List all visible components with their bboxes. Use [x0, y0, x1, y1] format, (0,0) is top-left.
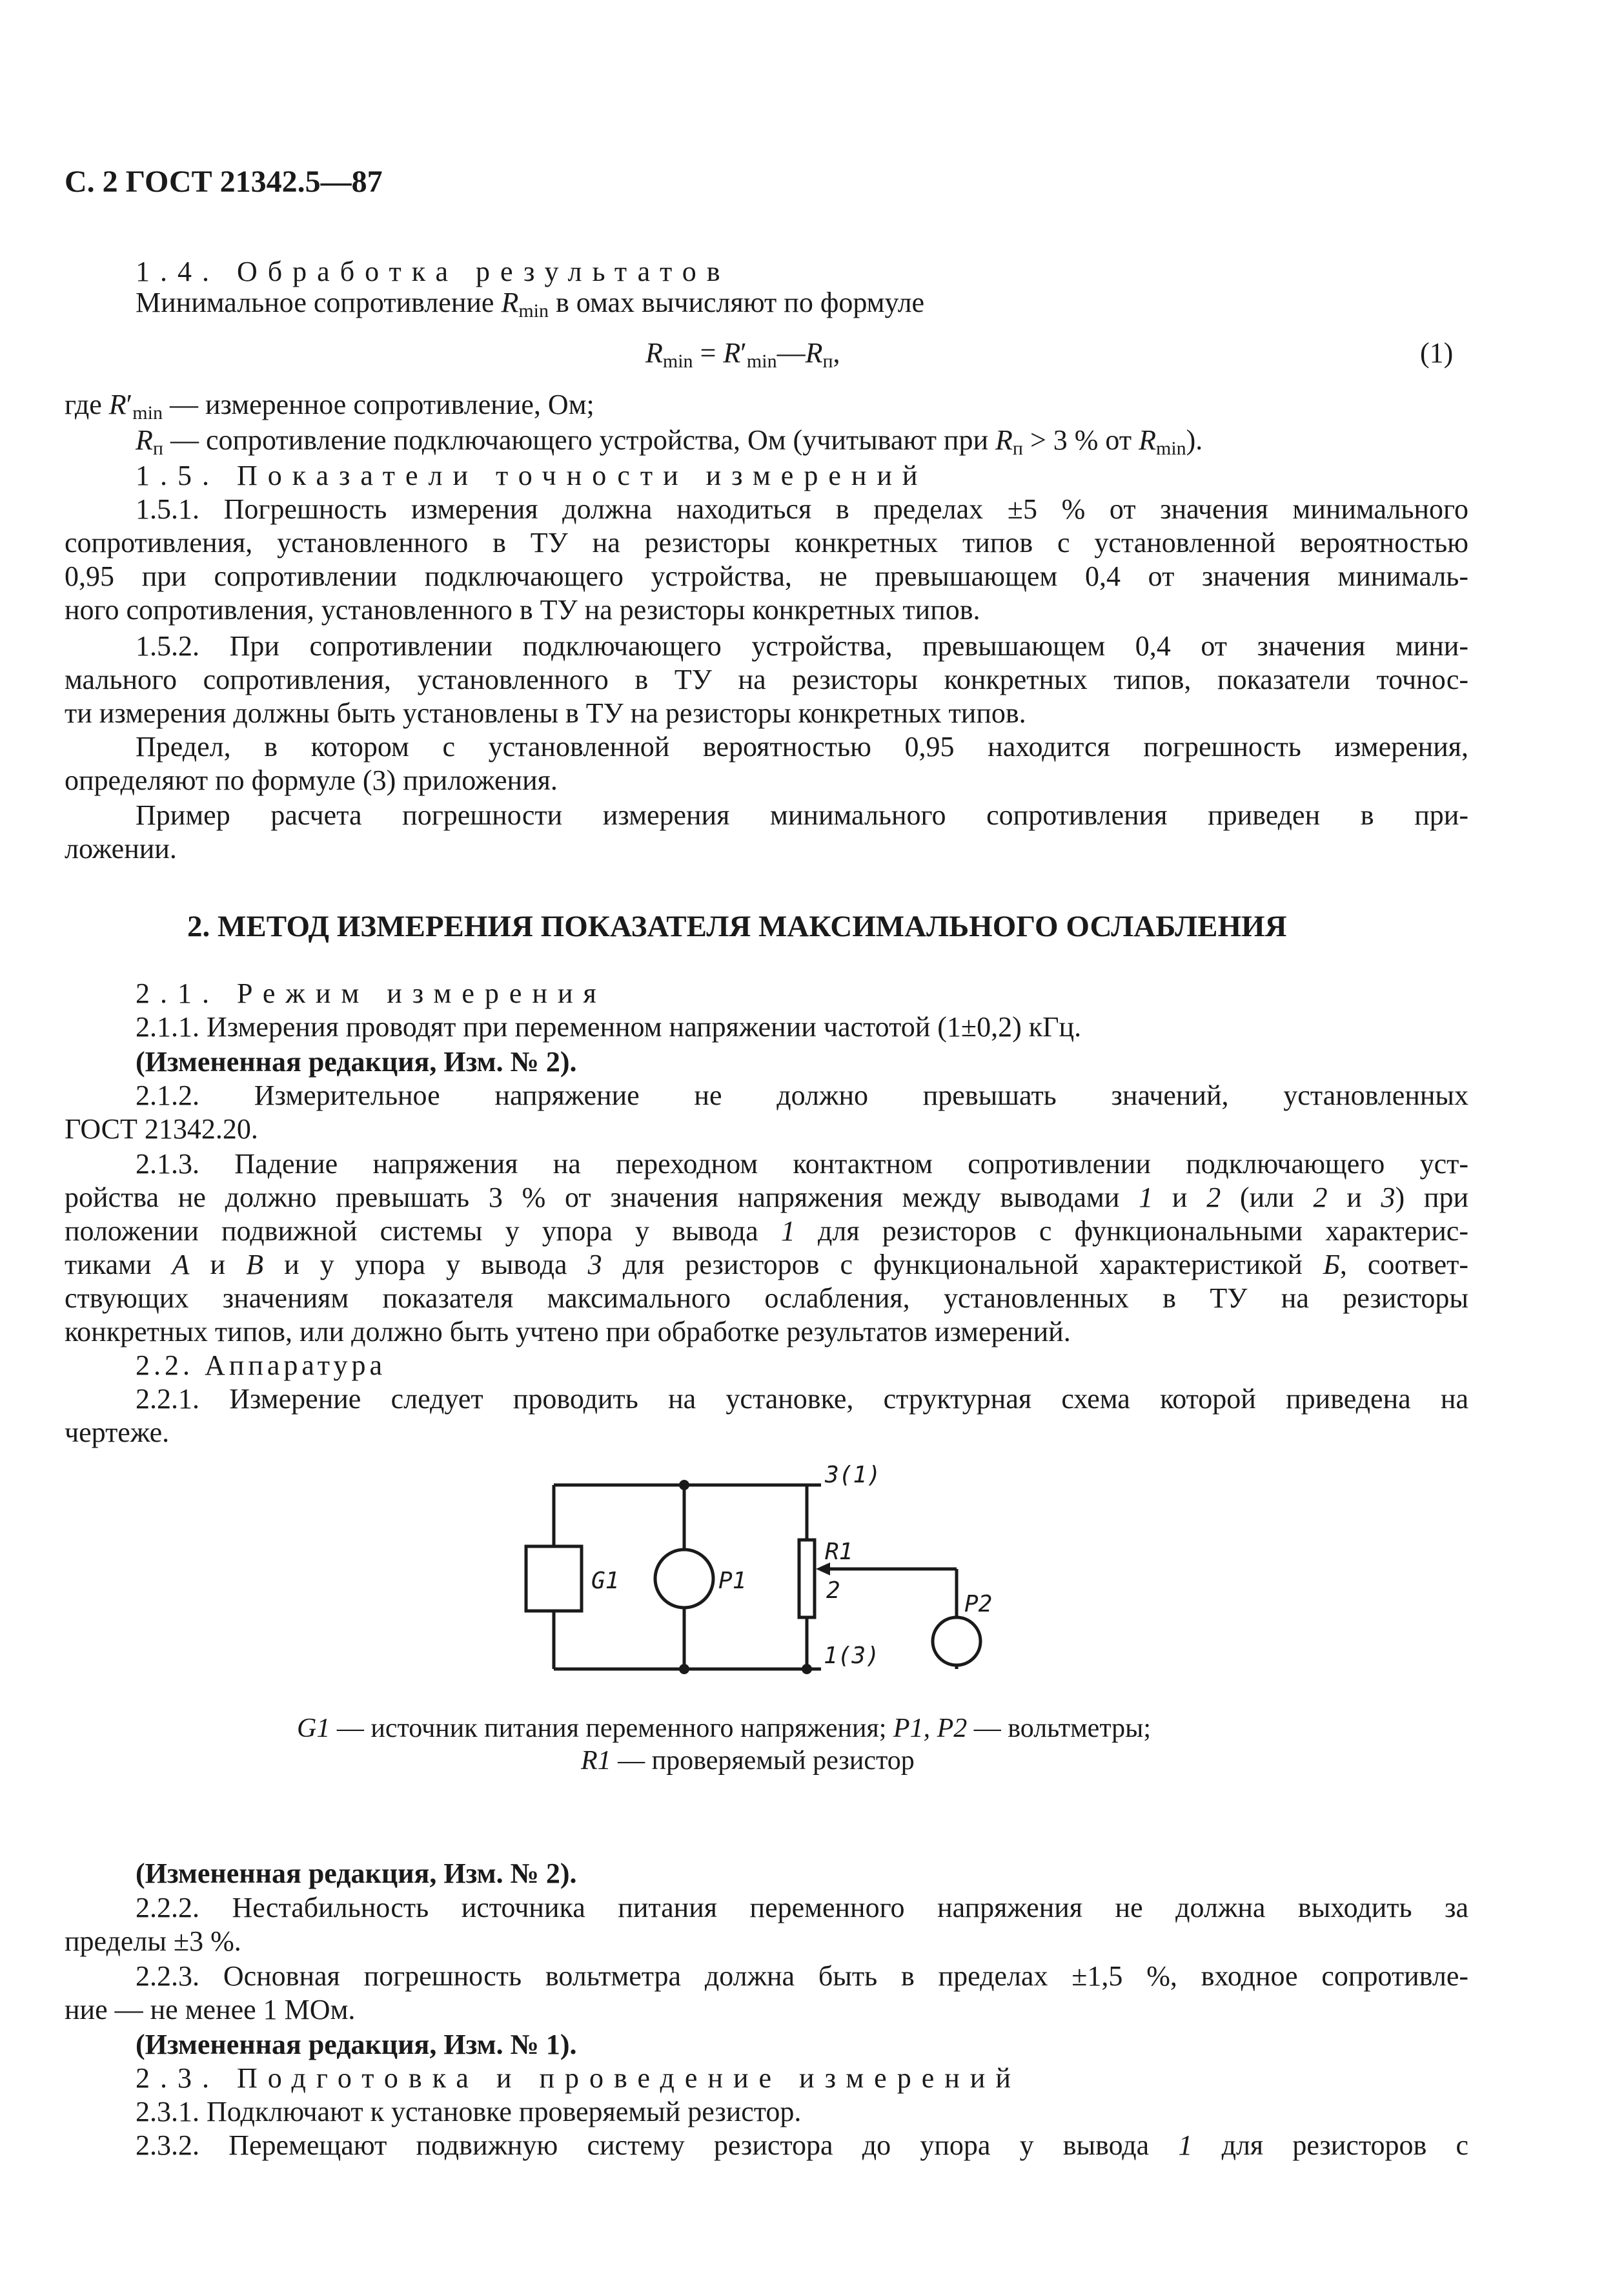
p213-l3: положении подвижной системы у упора у вывода 1 для резисторов с функциональными характерис- — [65, 1215, 1468, 1247]
edit-note-1: (Измененная редакция, Изм. № 1). — [136, 2029, 577, 2060]
intro-line: Минимальное сопротивление $R_{min}$ в омах вычисляют по формуле — [136, 287, 925, 322]
limit-l1: Предел, в котором с установленной вероятностью 0,95 находится погрешность измерения, — [136, 731, 1468, 763]
p151-l1: 1.5.1. Погрешность измерения должна находиться в пределах ±5 % от значения минимального — [136, 493, 1468, 525]
p152-l3: ти измерения должны быть установлены в ТУ на резисторы конкретных типов. — [65, 697, 1026, 729]
p213-l4: тиками А и В и у упора у вывода 3 для резисторов с функциональной характеристикой Б, соответ- — [65, 1249, 1469, 1280]
p151-l4: ного сопротивления, установленного в ТУ на резисторы конкретных типов. — [65, 594, 980, 626]
p151-l3: 0,95 при сопротивлении подключающего устройства, не превышающем 0,4 от значения минималь- — [65, 560, 1468, 592]
p212-l1: 2.1.2. Измерительное напряжение не должно превышать значений, установленных — [136, 1080, 1468, 1111]
example-l1: Пример расчета погрешности измерения минимального сопротивления приведен в при- — [136, 799, 1468, 831]
label-wiper-terminal: 2 — [826, 1577, 840, 1604]
edit-note-2b: (Измененная редакция, Изм. № 2). — [136, 1858, 577, 1889]
limit-l2: определяют по формуле (3) приложения. — [65, 764, 558, 796]
p212-l2: ГОСТ 21342.20. — [65, 1113, 258, 1145]
rp-line: $R_п$ — сопротивление подключающего устройства, Ом (учитывают при $R_п > 3$ % от $R_{min}$). — [136, 424, 1203, 459]
where-line: где $R'_{min}$ — измеренное сопротивление, Ом; — [65, 389, 594, 424]
heading-1-5: 1.5. Показатели точности измерений — [136, 460, 928, 491]
p213-l2: ройства не должно превышать 3 % от значения напряжения между выводами 1 и 2 (или 2 и 3) при — [65, 1182, 1469, 1213]
page-header: С. 2 ГОСТ 21342.5—87 — [65, 165, 383, 199]
p221-l1: 2.2.1. Измерение следует проводить на установке, структурная схема которой приведена на — [136, 1383, 1468, 1415]
formula-number: (1) — [1420, 337, 1454, 369]
heading-2-1: 2.1. Режим измерения — [136, 978, 607, 1009]
junction-dot — [679, 1664, 689, 1674]
p213-l1: 2.1.3. Падение напряжения на переходном контактном сопротивлении подключающего уст- — [136, 1148, 1468, 1180]
p152-l1: 1.5.2. При сопротивлении подключающего устройства, превышающем 0,4 от значения мини- — [136, 630, 1468, 662]
heading-2-3: 2.3. Подготовка и проведение измерений — [136, 2062, 1021, 2094]
label-bottom-terminal: 1(3) — [824, 1643, 880, 1669]
p151-l2: сопротивления, установленного в ТУ на резисторы конкретных типов с установленной вероятностью — [65, 527, 1468, 558]
p213-l5: ствующих значениям показателя максимального ослабления, установленных в ТУ на резисторы — [65, 1282, 1468, 1314]
formula-1: $R_{min}$ = $R'_{min}—R_п$, — [645, 337, 840, 372]
circuit-schematic — [503, 1459, 1020, 1705]
g1-source-symbol — [526, 1546, 582, 1611]
p2-voltmeter-symbol — [933, 1617, 980, 1665]
junction-dot — [802, 1664, 812, 1674]
p221-l2: чертеже. — [65, 1417, 170, 1448]
caption-l2: R1 — проверяемый резистор — [581, 1746, 915, 1776]
p213-l6: конкретных типов, или должно быть учтено при обработке результатов измерений. — [65, 1316, 1071, 1347]
example-l2: ложении. — [65, 833, 177, 865]
label-g1: G1 — [591, 1568, 620, 1594]
p223-l2: ние — не менее 1 МОм. — [65, 1994, 356, 2025]
label-p1: P1 — [718, 1568, 747, 1594]
label-p2: P2 — [964, 1591, 993, 1617]
p232: 2.3.2. Перемещают подвижную систему резистора до упора у вывода 1 для резисторов с — [136, 2129, 1469, 2161]
heading-1-4: 1.4. Обработка результатов — [136, 256, 731, 287]
junction-dot — [679, 1480, 689, 1490]
label-top-terminal: 3(1) — [825, 1462, 881, 1488]
heading-2-2: 2.2. Аппаратура — [136, 1349, 386, 1381]
p231: 2.3.1. Подключают к установке проверяемый резистор. — [136, 2096, 802, 2127]
section-2-title: 2. МЕТОД ИЗМЕРЕНИЯ ПОКАЗАТЕЛЯ МАКСИМАЛЬНОГО ОСЛАБЛЕНИЯ — [187, 910, 1287, 943]
p152-l2: мального сопротивления, установленного в ТУ на резисторы конкретных типов, показатели точнос- — [65, 664, 1468, 695]
label-r1: R1 — [825, 1539, 853, 1565]
p211: 2.1.1. Измерения проводят при переменном напряжении частотой (1±0,2) кГц. — [136, 1011, 1082, 1043]
r1-resistor-symbol — [799, 1540, 815, 1617]
edit-note-2a: (Измененная редакция, Изм. № 2). — [136, 1046, 577, 1078]
p222-l2: пределы ±3 %. — [65, 1925, 241, 1957]
p223-l1: 2.2.3. Основная погрешность вольтметра должна быть в пределах ±1,5 %, входное сопротивле- — [136, 1960, 1468, 1992]
p222-l1: 2.2.2. Нестабильность источника питания переменного напряжения не должна выходить за — [136, 1892, 1468, 1923]
p1-voltmeter-symbol — [655, 1550, 713, 1608]
caption-l1: G1 — источник питания переменного напряжения; P1, P2 — вольтметры; — [297, 1714, 1152, 1743]
